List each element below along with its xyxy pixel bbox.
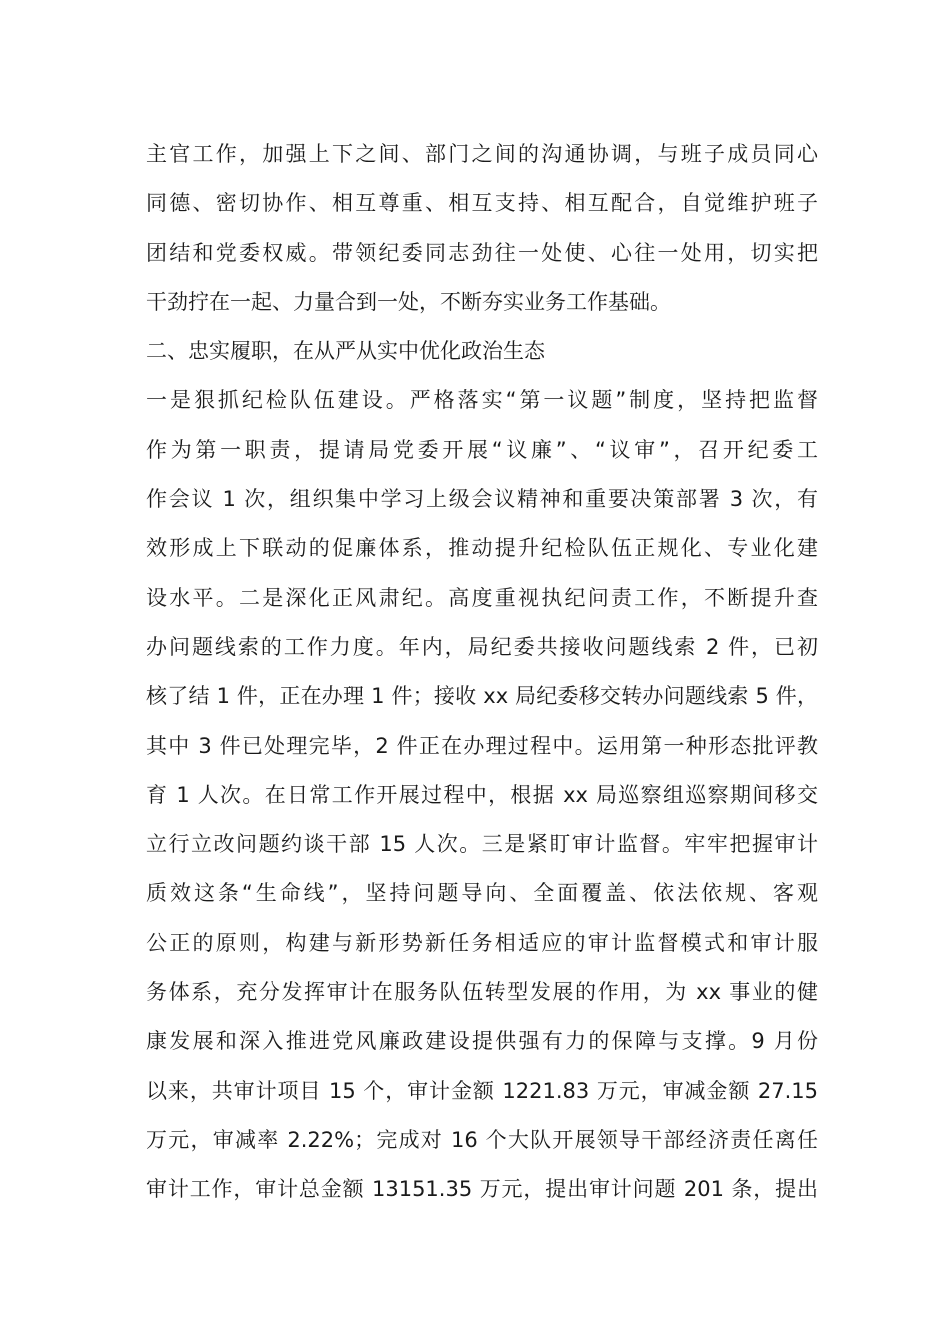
text-line: 育 1 人次。在日常工作开展过程中，根据 xx 局巡察组巡察期间移交 xyxy=(146,782,818,807)
text-line: 以来，共审计项目 15 个，审计金额 1221.83 万元，审减金额 27.15 xyxy=(146,1078,818,1103)
text-line: 核了结 1 件，正在办理 1 件；接收 xx 局纪委移交转办问题线索 5 件， xyxy=(146,684,818,709)
document-body xyxy=(146,130,818,1215)
text-line: 审计工作，审计总金额 13151.35 万元，提出审计问题 201 条，提出 xyxy=(146,1177,818,1202)
text-line: 二、忠实履职，在从严从实中优化政治生态 xyxy=(146,339,545,364)
text-line: 效形成上下联动的促廉体系，推动提升纪检队伍正规化、专业化建 xyxy=(146,536,818,561)
text-line: 干劲拧在一起、力量合到一处，不断夯实业务工作基础。 xyxy=(146,289,671,314)
text-line: 主官工作，加强上下之间、部门之间的沟通协调，与班子成员同心 xyxy=(146,142,818,166)
text-line: 一是狠抓纪检队伍建设。严格落实“第一议题”制度，坚持把监督 xyxy=(146,388,818,413)
text-line: 万元，审减率 2.22%；完成对 16 个大队开展领导干部经济责任离任 xyxy=(146,1127,818,1152)
text-line: 立行立改问题约谈干部 15 人次。三是紧盯审计监督。牢牢把握审计 xyxy=(146,832,818,857)
text-line: 务体系，充分发挥审计在服务队伍转型发展的作用，为 xx 事业的健 xyxy=(146,980,818,1005)
text-line: 康发展和深入推进党风廉政建设提供强有力的保障与支撑。9 月份 xyxy=(146,1029,818,1054)
text-line: 质效这条“生命线”，坚持问题导向、全面覆盖、依法依规、客观 xyxy=(146,881,818,906)
text-line: 其中 3 件已处理完毕，2 件正在办理过程中。运用第一种形态批评教 xyxy=(146,733,818,758)
text-line: 作会议 1 次，组织集中学习上级会议精神和重要决策部署 3 次，有 xyxy=(146,487,818,512)
text-line: 作为第一职责，提请局党委开展“议廉”、“议审”，召开纪委工 xyxy=(146,437,818,462)
text-line: 团结和党委权威。带领纪委同志劲往一处使、心往一处用，切实把 xyxy=(146,240,818,265)
text-line: 公正的原则，构建与新形势新任务相适应的审计监督模式和审计服 xyxy=(146,930,818,955)
text-line: 办问题线索的工作力度。年内，局纪委共接收问题线索 2 件，已初 xyxy=(146,634,818,659)
text-line: 同德、密切协作、相互尊重、相互支持、相互配合，自觉维护班子 xyxy=(146,191,818,216)
text-line: 设水平。二是深化正风肃纪。高度重视执纪问责工作，不断提升查 xyxy=(146,585,818,610)
